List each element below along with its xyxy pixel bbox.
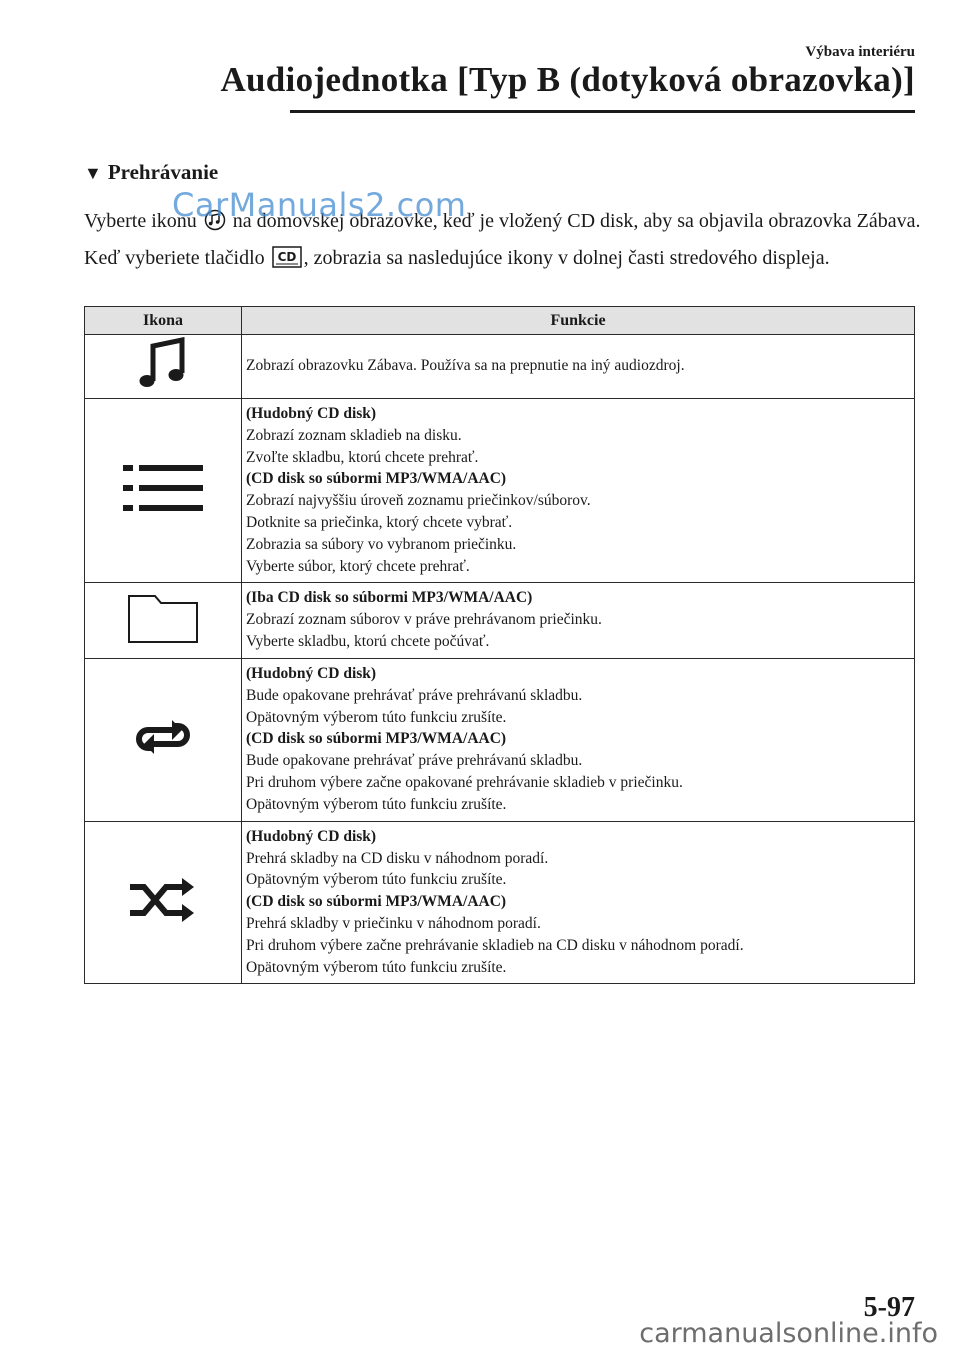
description-line: Zobrazia sa súbory vo vybranom priečinku. — [246, 535, 517, 553]
description-line: Zobrazí zoznam skladieb na disku. — [246, 426, 462, 444]
function-description — [242, 399, 915, 583]
icon-cell — [85, 821, 242, 984]
section-heading-text: Prehrávanie — [107, 160, 219, 184]
table-header-row — [85, 307, 915, 335]
icon-cell — [85, 658, 242, 821]
description-line: Opätovným výberom túto funkciu zrušíte. — [246, 958, 507, 976]
section-heading — [84, 160, 218, 185]
table-row — [85, 583, 915, 658]
folder-icon — [127, 631, 199, 648]
description-subheading: (Hudobný CD disk) — [246, 827, 377, 845]
table-row — [85, 335, 915, 399]
description-line: Prehrá skladby v priečinku v náhodnom poradí. — [246, 914, 541, 932]
description-line: Opätovným výberom túto funkciu zrušíte. — [246, 871, 507, 889]
description-subheading: (CD disk so súbormi MP3/WMA/AAC) — [246, 470, 507, 488]
description-line: Bude opakovane prehrávať práve prehrávanú skladbu. — [246, 686, 583, 704]
intro-text-3: , zobrazia sa nasledujúce ikony v dolnej časti stredového displeja. — [303, 246, 830, 269]
icon-cell — [85, 399, 242, 583]
description-line: Opätovným výberom túto funkciu zrušíte. — [246, 795, 507, 813]
description-line: Pri druhom výbere začne prehrávanie skladieb na CD disku v náhodnom poradí. — [246, 936, 744, 954]
table-row — [85, 821, 915, 984]
table-row — [85, 658, 915, 821]
description-line: Prehrá skladby na CD disku v náhodnom poradí. — [246, 849, 549, 867]
intro-text-2: na domovskej obrazovke, keď je vložený CD disk, aby sa objavila obrazovka Zábava. Keď vyberiete tlačidlo — [84, 210, 921, 269]
repeat-icon — [134, 745, 192, 762]
description-line: Zobrazí najvyššiu úroveň zoznamu priečinkov/súborov. — [246, 492, 591, 510]
table-row — [85, 399, 915, 583]
description-subheading: (Hudobný CD disk) — [246, 664, 377, 682]
description-line: Pri druhom výbere začne opakované prehrávanie skladieb v priečinku. — [246, 773, 683, 791]
music-note-icon — [138, 378, 188, 395]
footer-watermark: carmanualsonline.info — [639, 1318, 938, 1349]
function-description — [242, 583, 915, 658]
triangle-bullet-icon: ▼ — [84, 163, 102, 183]
page-title: Audiojednotka [Typ B (dotyková obrazovka)] — [220, 60, 915, 99]
watermark: CarManuals2.com — [172, 186, 467, 224]
header-rule — [290, 110, 915, 113]
intro-text-1: Vyberte ikonu — [84, 210, 202, 232]
description-line: Bude opakovane prehrávať práve prehrávanú skladbu. — [246, 752, 583, 770]
header-section-label: Výbava interiéru — [805, 44, 915, 60]
description-line: Zobrazí obrazovku Zábava. Používa sa na prepnutie na iný audiozdroj. — [246, 357, 685, 375]
description-subheading: (CD disk so súbormi MP3/WMA/AAC) — [246, 893, 507, 911]
description-line: Opätovným výberom túto funkciu zrušíte. — [246, 708, 507, 726]
page-number: 5-97 — [863, 1292, 915, 1323]
functions-table — [84, 306, 915, 984]
description-line: Dotknite sa priečinka, ktorý chcete vybrať. — [246, 513, 513, 531]
function-description — [242, 335, 915, 399]
cd-icon-label: CD — [277, 249, 297, 264]
shuffle-icon — [128, 909, 198, 926]
function-description — [242, 821, 915, 984]
icon-cell — [85, 583, 242, 658]
header-function: Funkcie — [242, 307, 915, 335]
description-subheading: (CD disk so súbormi MP3/WMA/AAC) — [246, 730, 507, 748]
description-line: Vyberte skladbu, ktorú chcete počúvať. — [246, 632, 490, 650]
description-line: Zobrazí zoznam súborov v práve prehrávanom priečinku. — [246, 611, 602, 629]
list-icon — [123, 500, 203, 517]
description-subheading: (Hudobný CD disk) — [246, 405, 377, 422]
description-subheading: (Iba CD disk so súbormi MP3/WMA/AAC) — [246, 589, 533, 607]
header-icon: Ikona — [85, 307, 242, 335]
cd-button-icon — [272, 246, 302, 279]
description-line: Vyberte súbor, ktorý chcete prehrať. — [246, 557, 470, 575]
icon-cell — [85, 335, 242, 399]
function-description — [242, 658, 915, 821]
description-line: Zvoľte skladbu, ktorú chcete prehrať. — [246, 448, 479, 466]
